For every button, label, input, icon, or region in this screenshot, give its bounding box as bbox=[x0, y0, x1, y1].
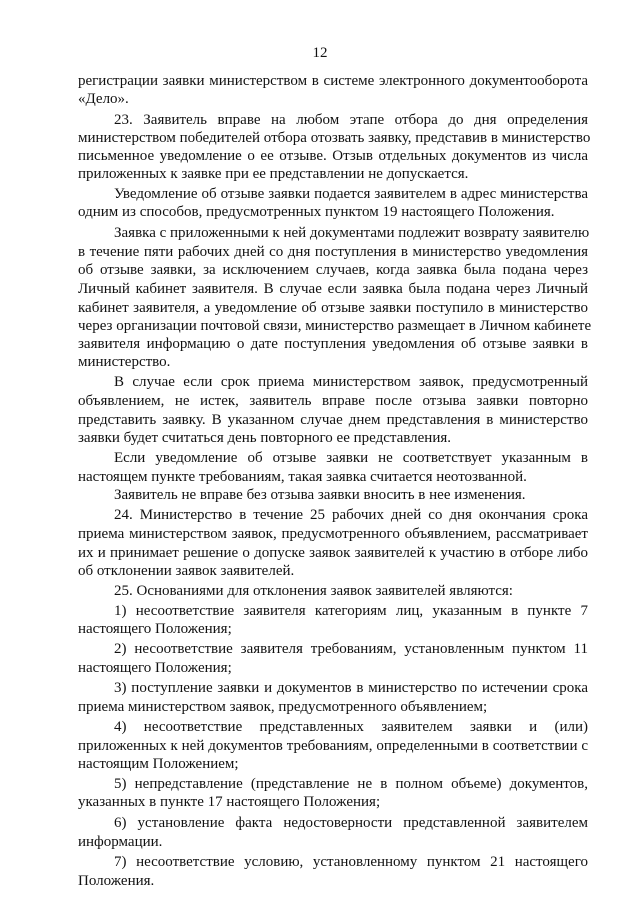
paragraph-first-line: 24. Министерство в течение 25 рабочих дней со дня окончания срока bbox=[114, 507, 588, 523]
text-line: настоящего Положения; bbox=[78, 621, 232, 637]
text-line: Положения. bbox=[78, 873, 155, 889]
paragraph-first-line: 7) несоответствие условию, установленному пунктом 21 настоящего bbox=[114, 854, 588, 870]
text-line: письменное уведомление о ее отзыве. Отзыв отдельных документов из числа bbox=[78, 148, 588, 164]
text-line: настоящем пункте требованиям, такая заявка считается неотозванной. bbox=[78, 469, 527, 485]
paragraph-first-line: 6) установление факта недостоверности представленной заявителем bbox=[114, 815, 588, 831]
paragraph-first-line: 2) несоответствие заявителя требованиям, установленным пунктом 11 bbox=[114, 641, 588, 657]
text-line: министерством победителей отбора отозвать заявку, представив в министерство bbox=[78, 130, 591, 146]
text-line: приема министерством заявок, предусмотренного объявлением, рассматривает bbox=[78, 526, 588, 542]
text-line: их и принимает решение о допуске заявок заявителей к участию в отборе либо bbox=[78, 545, 588, 561]
text-line: представить заявку. В указанном случае днем представления в министерство bbox=[78, 412, 588, 428]
text-line: приложенных к заявке при ее представлении не допускается. bbox=[78, 166, 469, 182]
paragraph-first-line: Уведомление об отзыве заявки подается заявителем в адрес министерства bbox=[114, 186, 588, 202]
text-line: приложенных к ней документов требованиям, определенными в соответствии с bbox=[78, 738, 588, 754]
text-line: кабинет заявителя, а уведомление об отзыве заявки поступило в министерство bbox=[78, 300, 588, 316]
text-line: регистрации заявки министерством в системе электронного документооборота bbox=[78, 73, 588, 89]
text-line: министерство. bbox=[78, 354, 171, 370]
text-line: настоящим Положением; bbox=[78, 756, 239, 772]
page-number: 12 bbox=[312, 45, 328, 61]
text-line: об отклонении заявок заявителей. bbox=[78, 563, 295, 579]
paragraph-first-line: 5) непредставление (представление не в полном объеме) документов, bbox=[114, 776, 588, 792]
text-line: указанных в пункте 17 настоящего Положения; bbox=[78, 794, 381, 810]
paragraph-first-line: 3) поступление заявки и документов в министерство по истечении срока bbox=[114, 680, 588, 696]
text-line: «Дело». bbox=[78, 91, 129, 107]
text-line: заявителя информацию о дате поступления уведомления об отзыве заявки в bbox=[78, 336, 588, 352]
paragraph-first-line: В случае если срок приема министерством заявок, предусмотренный bbox=[114, 374, 588, 390]
text-line: через организации почтовой связи, министерство размещает в Личном кабинете bbox=[78, 318, 592, 334]
paragraph-first-line: 25. Основаниями для отклонения заявок заявителей являются: bbox=[114, 583, 513, 599]
text-line: приема министерством заявок, предусмотренного объявлением; bbox=[78, 699, 488, 715]
paragraph-first-line: 4) несоответствие представленных заявителем заявки и (или) bbox=[114, 719, 588, 735]
text-line: информации. bbox=[78, 834, 163, 850]
text-line: настоящего Положения; bbox=[78, 660, 232, 676]
paragraph-first-line: Если уведомление об отзыве заявки не соответствует указанным в bbox=[114, 450, 588, 466]
text-line: объявлением, не истек, заявитель вправе после отзыва заявки повторно bbox=[78, 393, 588, 409]
text-line: одним из способов, предусмотренных пунктом 19 настоящего Положения. bbox=[78, 204, 555, 220]
text-line: об отзыве заявки, за исключением случаев, когда заявка была подана через bbox=[78, 262, 588, 278]
text-line: заявки будет считаться день повторного ее представления. bbox=[78, 430, 452, 446]
paragraph-first-line: 1) несоответствие заявителя категориям лиц, указанным в пункте 7 bbox=[114, 603, 588, 619]
paragraph-first-line: Заявитель не вправе без отзыва заявки вносить в нее изменения. bbox=[114, 487, 526, 503]
paragraph-first-line: Заявка с приложенными к ней документами подлежит возврату заявителю bbox=[114, 225, 590, 241]
text-line: в течение пяти рабочих дней со дня поступления в министерство уведомления bbox=[78, 244, 588, 260]
paragraph-first-line: 23. Заявитель вправе на любом этапе отбора до дня определения bbox=[114, 112, 588, 128]
text-line: Личный кабинет заявителя. В случае если заявка была подана через Личный bbox=[78, 281, 588, 297]
